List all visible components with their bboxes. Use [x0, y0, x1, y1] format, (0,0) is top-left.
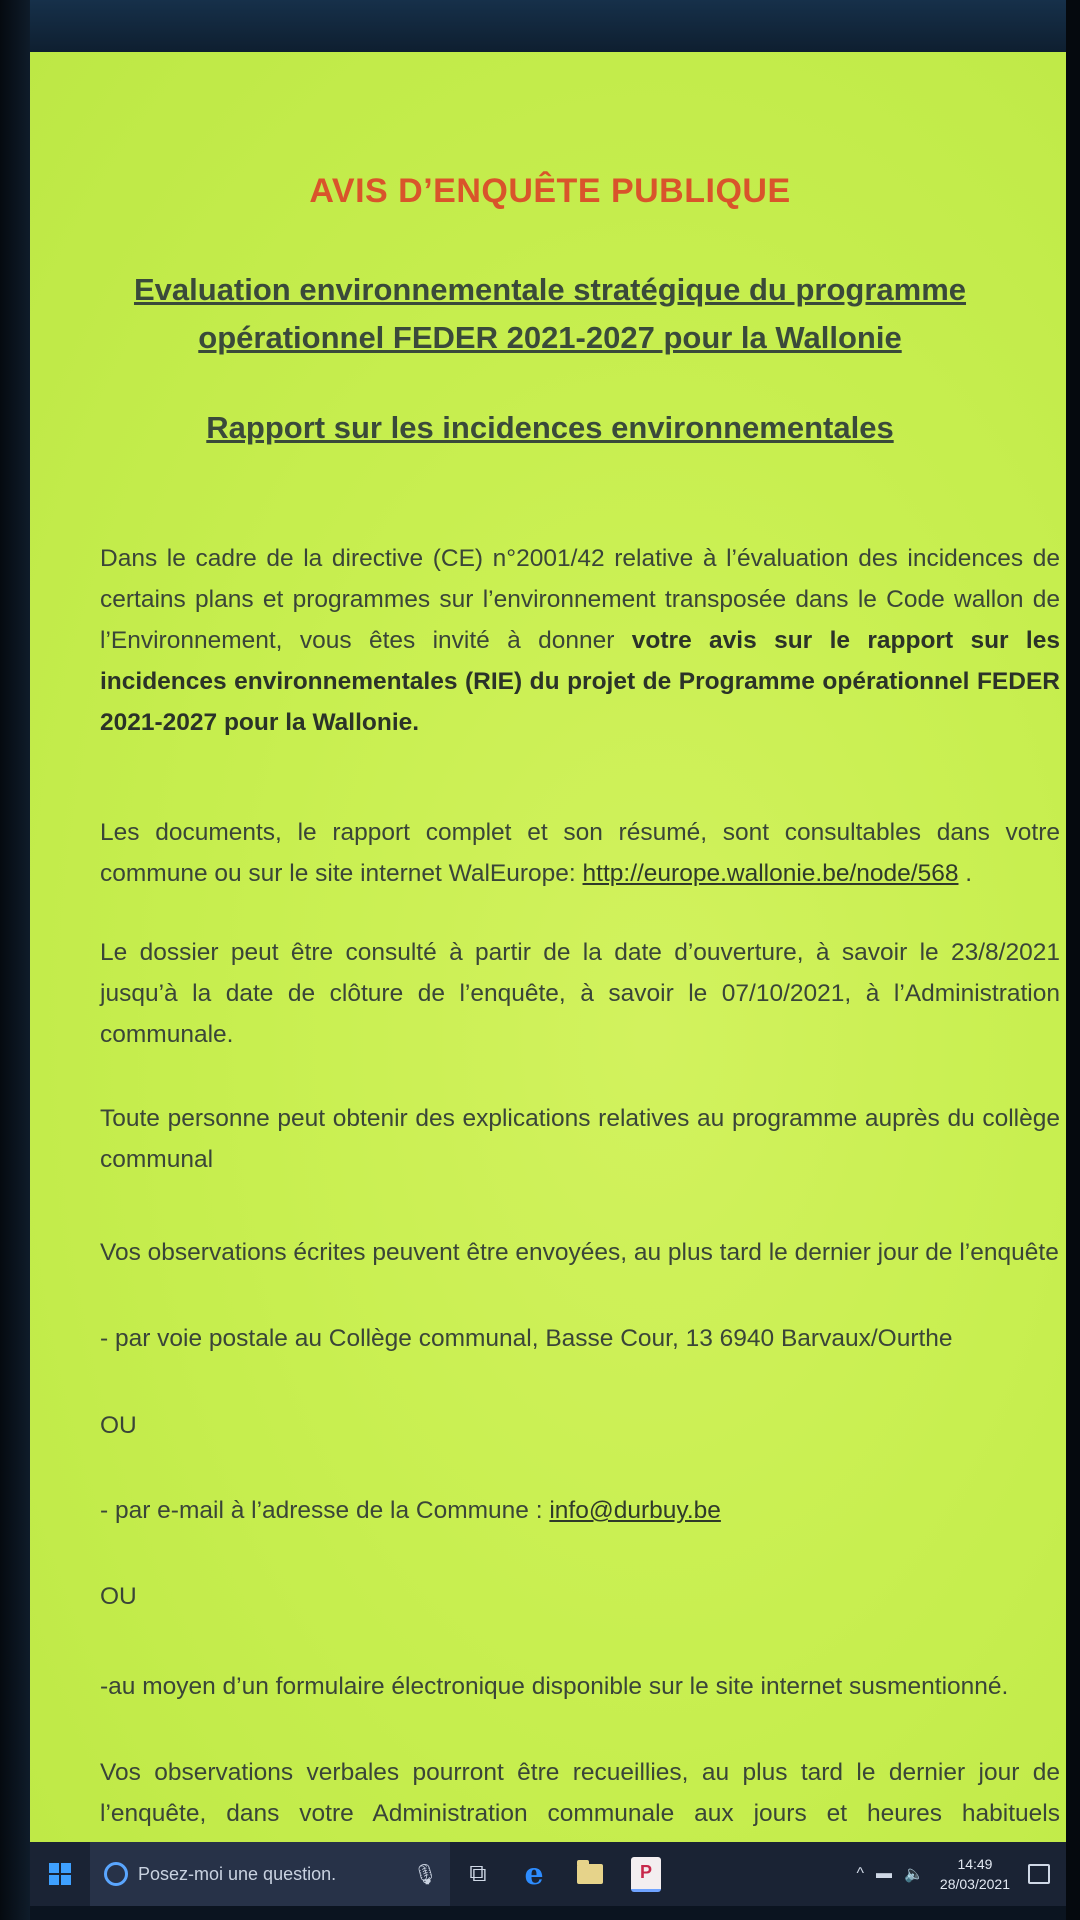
- rie-heading: Rapport sur les incidences environnementales: [206, 410, 894, 445]
- paragraph-email: [100, 1490, 1060, 1531]
- waleurope-link[interactable]: http://europe.wallonie.be/node/568: [582, 860, 959, 887]
- action-center-icon[interactable]: [1028, 1864, 1050, 1884]
- monitor-bezel-top: [0, 0, 1080, 60]
- paragraph-directive-bold: votre avis sur le rapport sur les incidences environnementales (RIE) du projet de Programme opérationnel FEDER 2021-2027 pour la Wallonie.: [100, 627, 1060, 736]
- task-view-button[interactable]: [450, 1842, 506, 1906]
- cortana-icon: [104, 1862, 128, 1886]
- paragraph-email-text: - par e-mail à l’adresse de la Commune :: [100, 1497, 550, 1524]
- paragraph-directive-text: Dans le cadre de la directive (CE) n°2001/42 relative à l’évaluation des incidences de certains plans et programmes sur l’environnement transposée dans le Code wallon de l’Environnement, vous êtes invité à donner: [100, 545, 1060, 654]
- active-app-button[interactable]: [618, 1842, 674, 1906]
- subtitle-line-1: Evaluation environnementale stratégique du programme: [133, 272, 967, 307]
- paragraph-voie-postale: - par voie postale au Collège communal, Basse Cour, 13 6940 Barvaux/Ourthe: [100, 1325, 953, 1352]
- paragraph-documents-end: .: [958, 860, 973, 887]
- document-viewer: [30, 52, 1066, 1842]
- email-link[interactable]: info@durbuy.be: [549, 1497, 721, 1524]
- paragraph-ou-1: OU: [100, 1412, 137, 1439]
- windows-taskbar: [30, 1842, 1066, 1906]
- search-placeholder: Posez-moi une question.: [138, 1863, 337, 1884]
- folder-icon: [577, 1864, 603, 1884]
- paragraph-ou-2: OU: [100, 1583, 137, 1610]
- start-button[interactable]: [30, 1842, 90, 1906]
- paragraph-formulaire: -au moyen d’un formulaire électronique disponible sur le site internet susmentionné.: [100, 1673, 1009, 1700]
- cortana-search-box[interactable]: [90, 1842, 450, 1906]
- show-hidden-icons-icon[interactable]: ^: [856, 1865, 864, 1882]
- notice-subtitle: [70, 266, 1030, 362]
- paragraph-explications: Toute personne peut obtenir des explications relatives au programme auprès du collège communal: [100, 1105, 1060, 1173]
- paragraph-observations-verbales: Vos observations verbales pourront être recueillies, au plus tard le dernier jour de l’enquête, dans votre Administration communale aux jours et heures habituels: [100, 1759, 1060, 1827]
- system-tray: [850, 1842, 1066, 1906]
- paragraph-documents: [100, 812, 1060, 894]
- clock-date: 28/03/2021: [939, 1876, 1010, 1892]
- edge-icon: e: [524, 1856, 544, 1892]
- edge-button[interactable]: [506, 1842, 562, 1906]
- notice-title: AVIS D’ENQUÊTE PUBLIQUE: [309, 172, 791, 210]
- pdf-app-icon: P: [631, 1857, 661, 1892]
- paragraph-directive: [100, 538, 1060, 743]
- monitor-bezel-right: [1066, 0, 1080, 1920]
- task-view-icon: ⧉: [469, 1860, 487, 1887]
- paragraph-dossier-dates: Le dossier peut être consulté à partir de la date d’ouverture, à savoir le 23/8/2021 jusqu’à la date de clôture de l’enquête, à savoir le 07/10/2021, à l’Administration communale.: [100, 939, 1060, 1048]
- subtitle-line-2: opérationnel FEDER 2021-2027 pour la Wallonie: [198, 320, 902, 355]
- microphone-icon[interactable]: 🎙: [412, 1863, 438, 1886]
- monitor-bezel-left: [0, 0, 30, 1920]
- network-icon[interactable]: ▬: [876, 1865, 892, 1882]
- clock-time: 14:49: [957, 1856, 993, 1872]
- file-explorer-button[interactable]: [562, 1842, 618, 1906]
- system-clock[interactable]: [940, 1854, 1010, 1894]
- windows-logo-icon: [49, 1863, 71, 1885]
- volume-icon[interactable]: 🔈: [904, 1866, 924, 1883]
- paragraph-documents-text: Les documents, le rapport complet et son résumé, sont consultables dans votre commune ou sur le site internet WalEurope:: [100, 819, 1060, 887]
- paragraph-observations-ecrites: Vos observations écrites peuvent être envoyées, au plus tard le dernier jour de l’enquête: [100, 1239, 1059, 1266]
